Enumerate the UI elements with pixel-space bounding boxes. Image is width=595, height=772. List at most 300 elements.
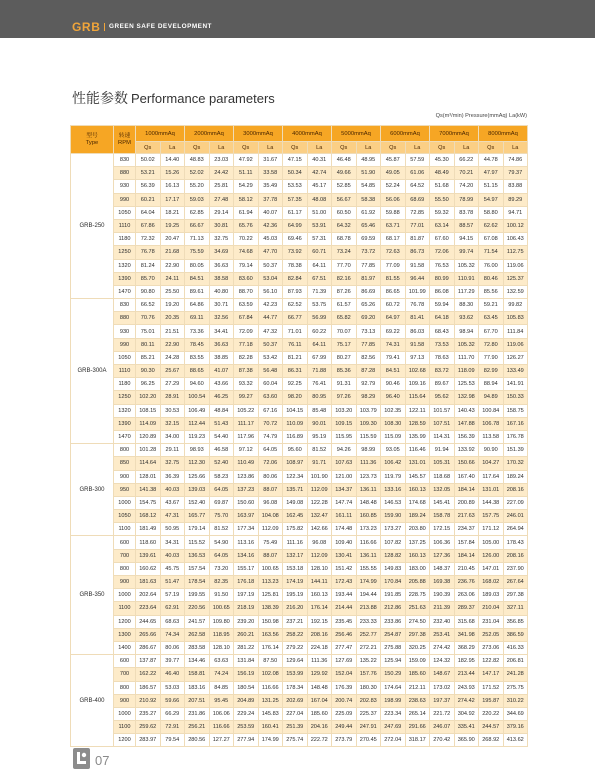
table-row — [71, 694, 528, 707]
qs-cell: 63.59 — [234, 299, 259, 312]
qs-cell: 122.82 — [479, 655, 504, 668]
la-cell: 115.64 — [405, 391, 430, 404]
la-cell: 46.58 — [209, 444, 234, 457]
qs-cell: 76.11 — [283, 338, 308, 351]
la-cell: 109.30 — [356, 417, 381, 430]
qs-cell: 52.24 — [381, 180, 406, 193]
qs-cell: 67.70 — [479, 325, 504, 338]
la-cell: 205.88 — [405, 576, 430, 589]
qs-cell: 82.99 — [479, 365, 504, 378]
la-cell: 156.39 — [454, 430, 479, 443]
la-cell: 112.09 — [307, 483, 332, 496]
qs-cell: 65.76 — [234, 219, 259, 232]
la-cell: 58.38 — [356, 193, 381, 206]
qs-cell: 158.81 — [185, 668, 210, 681]
la-cell: 67.51 — [307, 272, 332, 285]
table-row — [71, 470, 528, 483]
qs-cell: 114.09 — [136, 417, 161, 430]
la-cell: 83.88 — [503, 180, 528, 193]
qs-cell: 210.04 — [479, 602, 504, 615]
la-cell: 189.24 — [405, 510, 430, 523]
la-cell: 148.48 — [307, 681, 332, 694]
qs-cell: 48.49 — [430, 167, 455, 180]
la-cell: 194.44 — [356, 589, 381, 602]
qs-cell: 71.54 — [479, 246, 504, 259]
qs-cell: 147.74 — [332, 496, 357, 509]
la-cell: 59.66 — [160, 694, 185, 707]
la-cell: 344.69 — [503, 707, 528, 720]
qs-cell: 80.27 — [332, 351, 357, 364]
la-cell: 60.22 — [307, 325, 332, 338]
qs-cell: 168.12 — [136, 510, 161, 523]
qs-cell: 104.27 — [479, 457, 504, 470]
units-legend: Qs(m³/min) Pressure(mmAq) La(kW) — [435, 113, 527, 119]
qs-cell: 220.56 — [185, 602, 210, 615]
qs-cell: 272.04 — [381, 734, 406, 747]
la-cell: 204.16 — [307, 721, 332, 734]
la-cell: 246.01 — [503, 510, 528, 523]
qs-cell: 108.15 — [136, 404, 161, 417]
la-cell: 174.99 — [258, 734, 283, 747]
la-cell: 51.47 — [160, 576, 185, 589]
la-cell: 94.15 — [454, 233, 479, 246]
la-cell: 43.67 — [160, 496, 185, 509]
la-cell: 70.21 — [454, 167, 479, 180]
qs-cell: 75.59 — [185, 246, 210, 259]
la-cell: 203.80 — [405, 523, 430, 536]
la-cell: 51.90 — [356, 167, 381, 180]
la-cell: 150.33 — [503, 391, 528, 404]
qs-cell: 241.57 — [185, 615, 210, 628]
la-cell: 91.58 — [405, 338, 430, 351]
qs-cell: 61.94 — [234, 206, 259, 219]
table-row — [71, 615, 528, 628]
qs-cell: 109.15 — [332, 417, 357, 430]
qs-cell: 73.53 — [430, 338, 455, 351]
qs-cell: 67.08 — [479, 233, 504, 246]
la-cell: 128.10 — [307, 562, 332, 575]
top-banner — [0, 0, 595, 38]
qs-cell: 97.12 — [234, 444, 259, 457]
qs-cell: 128.01 — [136, 470, 161, 483]
qs-cell: 92.25 — [283, 378, 308, 391]
qs-cell: 162.45 — [283, 510, 308, 523]
rpm-cell: 600 — [114, 536, 136, 549]
qs-subheader: Qs — [332, 142, 357, 154]
la-cell: 102.68 — [405, 365, 430, 378]
la-cell: 48.95 — [356, 154, 381, 167]
qs-cell: 173.02 — [430, 681, 455, 694]
rpm-cell: 1000 — [114, 707, 136, 720]
qs-cell: 176.39 — [332, 681, 357, 694]
qs-cell: 281.22 — [234, 641, 259, 654]
la-cell: 160.41 — [258, 721, 283, 734]
qs-cell: 256.46 — [332, 628, 357, 641]
qs-cell: 56.06 — [381, 193, 406, 206]
qs-cell: 60.72 — [381, 299, 406, 312]
la-cell: 167.04 — [307, 694, 332, 707]
rpm-cell: 900 — [114, 576, 136, 589]
qs-cell: 60.21 — [136, 193, 161, 206]
qs-cell: 94.60 — [185, 378, 210, 391]
qs-cell: 71.01 — [283, 325, 308, 338]
qs-subheader: Qs — [430, 142, 455, 154]
qs-cell: 119.23 — [185, 430, 210, 443]
table-row — [71, 721, 528, 734]
qs-cell: 244.57 — [479, 721, 504, 734]
la-cell: 106.06 — [209, 707, 234, 720]
header-row-pressure — [71, 126, 528, 142]
qs-cell: 130.41 — [332, 549, 357, 562]
la-cell: 413.62 — [503, 734, 528, 747]
qs-cell: 62.85 — [185, 206, 210, 219]
la-cell: 69.59 — [356, 233, 381, 246]
la-cell: 82.35 — [209, 576, 234, 589]
la-cell: 57.31 — [307, 233, 332, 246]
qs-cell: 90.46 — [381, 378, 406, 391]
la-cell: 57.59 — [405, 154, 430, 167]
la-cell: 105.32 — [454, 259, 479, 272]
rpm-cell: 800 — [114, 444, 136, 457]
la-cell: 96.08 — [307, 536, 332, 549]
la-cell: 58.23 — [209, 470, 234, 483]
la-cell: 208.16 — [503, 549, 528, 562]
qs-cell: 172.15 — [430, 523, 455, 536]
qs-cell: 254.87 — [381, 628, 406, 641]
la-cell: 265.14 — [405, 707, 430, 720]
qs-cell: 76.00 — [479, 259, 504, 272]
qs-cell: 202.64 — [136, 589, 161, 602]
qs-cell: 52.02 — [185, 167, 210, 180]
la-cell: 75.49 — [258, 536, 283, 549]
la-cell: 99.74 — [454, 246, 479, 259]
la-cell: 24.11 — [160, 272, 185, 285]
la-cell: 174.68 — [405, 496, 430, 509]
qs-cell: 191.85 — [381, 589, 406, 602]
qs-cell: 83.55 — [185, 351, 210, 364]
qs-cell: 85.36 — [332, 365, 357, 378]
qs-cell: 207.51 — [185, 694, 210, 707]
qs-cell: 223.64 — [136, 602, 161, 615]
la-cell: 54.90 — [209, 536, 234, 549]
qs-cell: 239.20 — [234, 615, 259, 628]
la-cell: 65.46 — [356, 219, 381, 232]
la-cell: 185.60 — [405, 668, 430, 681]
qs-cell: 69.22 — [381, 325, 406, 338]
qs-cell: 53.21 — [136, 167, 161, 180]
la-cell: 109.80 — [209, 615, 234, 628]
la-cell: 66.22 — [454, 154, 479, 167]
rpm-header-en: RPM — [118, 139, 131, 146]
brand-tagline: GREEN SAFE DEVELOPMENT — [104, 23, 212, 31]
la-cell: 87.50 — [258, 655, 283, 668]
qs-cell: 179.14 — [185, 523, 210, 536]
la-cell: 94.71 — [503, 206, 528, 219]
qs-cell: 149.83 — [381, 562, 406, 575]
la-cell: 68.63 — [160, 615, 185, 628]
la-subheader: La — [405, 142, 430, 154]
qs-cell: 59.88 — [381, 206, 406, 219]
rpm-cell: 930 — [114, 180, 136, 193]
qs-cell: 84.51 — [381, 365, 406, 378]
la-cell: 95.45 — [209, 694, 234, 707]
table-row — [71, 312, 528, 325]
rpm-cell: 1000 — [114, 496, 136, 509]
la-cell: 113.23 — [258, 576, 283, 589]
la-cell: 90.01 — [307, 417, 332, 430]
la-cell: 89.29 — [503, 193, 528, 206]
la-cell: 105.83 — [503, 312, 528, 325]
table-row — [71, 259, 528, 272]
qs-cell: 45.87 — [381, 154, 406, 167]
qs-cell: 214.44 — [332, 602, 357, 615]
table-row — [71, 325, 528, 338]
table-row — [71, 272, 528, 285]
rpm-cell: 1200 — [114, 734, 136, 747]
table-row — [71, 365, 528, 378]
qs-cell: 69.46 — [283, 233, 308, 246]
la-cell: 29.14 — [209, 206, 234, 219]
la-cell: 185.60 — [307, 707, 332, 720]
la-cell: 101.90 — [307, 470, 332, 483]
la-cell: 18.21 — [160, 206, 185, 219]
qs-cell: 112.44 — [185, 417, 210, 430]
qs-cell: 108.30 — [381, 417, 406, 430]
la-cell: 53.91 — [307, 219, 332, 232]
qs-cell: 64.86 — [185, 299, 210, 312]
la-cell: 79.37 — [503, 167, 528, 180]
la-cell: 47.70 — [258, 246, 283, 259]
la-cell: 111.36 — [356, 457, 381, 470]
qs-cell: 152.40 — [185, 496, 210, 509]
table-row — [71, 378, 528, 391]
la-cell: 356.85 — [503, 615, 528, 628]
page-number: 07 — [95, 753, 110, 768]
la-cell: 291.66 — [405, 721, 430, 734]
la-cell: 34.31 — [160, 536, 185, 549]
qs-cell: 123.86 — [234, 470, 259, 483]
qs-cell: 83.60 — [234, 272, 259, 285]
qs-cell: 64.18 — [430, 312, 455, 325]
la-cell: 87.28 — [356, 365, 381, 378]
la-cell: 225.37 — [356, 707, 381, 720]
qs-cell: 193.44 — [332, 589, 357, 602]
la-cell: 264.94 — [503, 523, 528, 536]
qs-cell: 59.94 — [430, 299, 455, 312]
qs-cell: 132.17 — [283, 549, 308, 562]
qs-cell: 147.17 — [479, 668, 504, 681]
la-cell: 228.75 — [405, 589, 430, 602]
la-cell: 50.95 — [160, 523, 185, 536]
la-cell: 133.49 — [503, 365, 528, 378]
la-cell: 132.47 — [307, 510, 332, 523]
la-cell: 297.38 — [405, 628, 430, 641]
la-cell: 72.85 — [405, 206, 430, 219]
qs-cell: 262.58 — [185, 628, 210, 641]
la-cell: 79.54 — [160, 734, 185, 747]
table-row — [71, 299, 528, 312]
qs-cell: 106.49 — [185, 404, 210, 417]
qs-cell: 280.56 — [185, 734, 210, 747]
qs-cell: 180.54 — [234, 681, 259, 694]
qs-cell: 127.36 — [430, 549, 455, 562]
qs-cell: 105.00 — [479, 536, 504, 549]
qs-cell: 73.92 — [283, 246, 308, 259]
la-cell: 247.91 — [356, 721, 381, 734]
la-cell: 102.08 — [258, 668, 283, 681]
rpm-cell: 930 — [114, 325, 136, 338]
qs-cell: 82.16 — [332, 272, 357, 285]
qs-cell: 63.45 — [479, 312, 504, 325]
qs-cell: 122.34 — [283, 470, 308, 483]
qs-cell: 151.42 — [332, 562, 357, 575]
qs-cell: 77.18 — [234, 338, 259, 351]
rpm-cell: 1390 — [114, 417, 136, 430]
la-cell: 20.47 — [160, 233, 185, 246]
qs-cell: 232.40 — [430, 615, 455, 628]
la-cell: 184.14 — [454, 549, 479, 562]
la-cell: 25.81 — [209, 180, 234, 193]
la-cell: 74.34 — [160, 628, 185, 641]
la-cell: 116.66 — [356, 536, 381, 549]
qs-cell: 153.18 — [283, 562, 308, 575]
table-row — [71, 444, 528, 457]
la-cell: 68.69 — [405, 193, 430, 206]
rpm-cell: 850 — [114, 457, 136, 470]
la-cell: 14.40 — [160, 154, 185, 167]
qs-cell: 247.69 — [381, 721, 406, 734]
table-row — [71, 641, 528, 654]
la-cell: 327.11 — [503, 602, 528, 615]
la-cell: 40.03 — [160, 483, 185, 496]
la-cell: 180.30 — [356, 681, 381, 694]
qs-cell: 181.63 — [136, 576, 161, 589]
qs-cell: 251.39 — [283, 721, 308, 734]
la-cell: 125.37 — [503, 272, 528, 285]
qs-cell: 124.32 — [430, 655, 455, 668]
la-cell: 234.37 — [454, 523, 479, 536]
table-row — [71, 404, 528, 417]
la-cell: 86.73 — [405, 246, 430, 259]
la-cell: 74.20 — [454, 180, 479, 193]
la-cell: 111.84 — [503, 325, 528, 338]
qs-cell: 101.28 — [136, 444, 161, 457]
rpm-cell: 700 — [114, 668, 136, 681]
qs-cell: 49.05 — [381, 167, 406, 180]
la-cell: 40.03 — [160, 549, 185, 562]
qs-subheader: Qs — [479, 142, 504, 154]
pressure-header: 4000mmAq — [283, 126, 332, 142]
qs-cell: 70.22 — [234, 233, 259, 246]
qs-cell: 156.19 — [234, 668, 259, 681]
qs-cell: 87.93 — [283, 285, 308, 298]
la-cell: 318.17 — [405, 734, 430, 747]
la-cell: 100.65 — [209, 602, 234, 615]
qs-cell: 113.58 — [479, 430, 504, 443]
la-cell: 125.81 — [258, 589, 283, 602]
la-cell: 136.11 — [356, 549, 381, 562]
table-row — [71, 483, 528, 496]
qs-cell: 186.57 — [136, 681, 161, 694]
la-cell: 222.72 — [307, 734, 332, 747]
qs-cell: 172.43 — [332, 576, 357, 589]
qs-cell: 235.45 — [332, 615, 357, 628]
rpm-cell: 830 — [114, 154, 136, 167]
la-cell: 45.17 — [307, 180, 332, 193]
qs-cell: 157.54 — [185, 562, 210, 575]
la-cell: 78.99 — [454, 193, 479, 206]
la-cell: 81.52 — [209, 523, 234, 536]
la-cell: 274.42 — [454, 694, 479, 707]
la-subheader: La — [503, 142, 528, 154]
la-cell: 118.95 — [209, 628, 234, 641]
la-cell: 91.58 — [405, 259, 430, 272]
table-row — [71, 536, 528, 549]
qs-cell: 70.76 — [136, 312, 161, 325]
qs-cell: 45.30 — [430, 154, 455, 167]
la-cell: 206.81 — [503, 655, 528, 668]
la-cell: 64.05 — [209, 483, 234, 496]
la-cell: 213.88 — [356, 602, 381, 615]
rpm-cell: 1250 — [114, 246, 136, 259]
la-cell: 47.32 — [258, 325, 283, 338]
qs-cell: 72.09 — [234, 325, 259, 338]
la-cell: 263.06 — [454, 589, 479, 602]
qs-cell: 98.20 — [283, 391, 308, 404]
table-row — [71, 668, 528, 681]
la-cell: 35.49 — [258, 180, 283, 193]
pressure-header: 8000mmAq — [479, 126, 528, 142]
la-cell: 213.44 — [454, 668, 479, 681]
la-cell: 34.41 — [209, 325, 234, 338]
qs-cell: 66.77 — [283, 312, 308, 325]
la-cell: 379.16 — [503, 721, 528, 734]
qs-cell: 64.04 — [136, 206, 161, 219]
la-cell: 28.91 — [160, 391, 185, 404]
qs-cell: 46.48 — [332, 154, 357, 167]
la-cell: 81.97 — [356, 272, 381, 285]
rpm-cell: 800 — [114, 562, 136, 575]
qs-cell: 68.17 — [381, 233, 406, 246]
qs-cell: 173.27 — [381, 523, 406, 536]
la-cell: 335.41 — [454, 721, 479, 734]
la-cell: 33.58 — [258, 167, 283, 180]
la-cell: 54.40 — [209, 430, 234, 443]
la-cell: 105.32 — [454, 338, 479, 351]
la-cell: 174.99 — [356, 576, 381, 589]
qs-cell: 93.05 — [381, 444, 406, 457]
la-cell: 116.46 — [405, 444, 430, 457]
la-cell: 138.39 — [258, 602, 283, 615]
la-cell: 25.50 — [160, 285, 185, 298]
la-cell: 144.11 — [307, 576, 332, 589]
la-subheader: La — [307, 142, 332, 154]
la-cell: 176.14 — [307, 602, 332, 615]
qs-cell: 101.57 — [430, 404, 455, 417]
qs-cell: 68.78 — [332, 233, 357, 246]
la-cell: 24.42 — [209, 167, 234, 180]
qs-cell: 174.48 — [332, 523, 357, 536]
rpm-cell: 990 — [114, 338, 136, 351]
la-cell: 42.23 — [258, 299, 283, 312]
qs-cell: 68.43 — [430, 325, 455, 338]
la-cell: 133.92 — [454, 444, 479, 457]
qs-cell: 171.12 — [479, 523, 504, 536]
la-cell: 101.99 — [405, 285, 430, 298]
la-cell: 84.85 — [209, 681, 234, 694]
qs-cell: 139.61 — [136, 549, 161, 562]
la-cell: 21.51 — [160, 325, 185, 338]
